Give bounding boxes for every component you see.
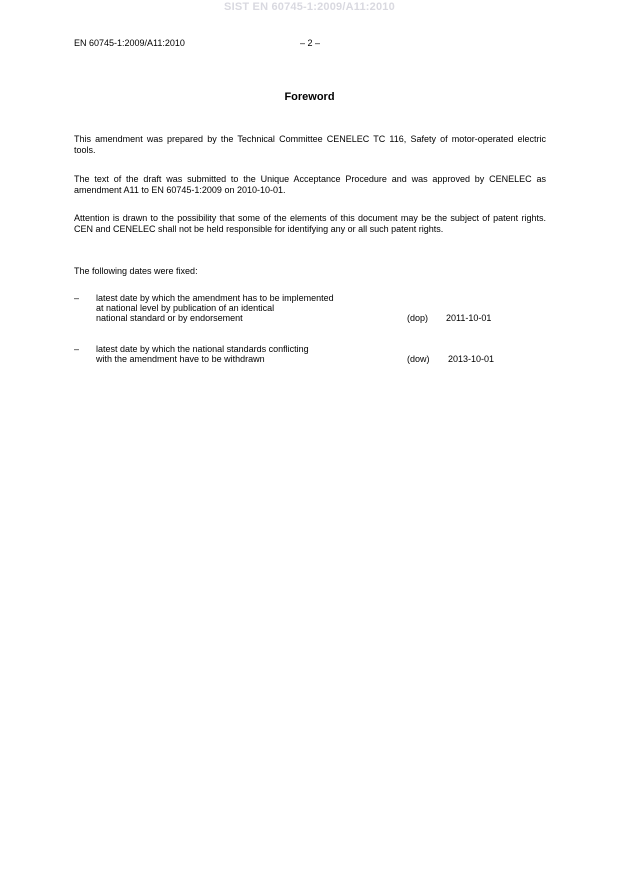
date-item-description — [96, 344, 396, 364]
watermark: SIST EN 60745-1:2009/A11:2010 — [224, 1, 395, 13]
date-abbreviation: (dow) — [407, 354, 430, 364]
paragraph-prepared-by: This amendment was prepared by the Technical Committee CENELEC TC 116, Safety of motor-operated electric tools. — [74, 134, 546, 155]
list-dash: – — [74, 344, 80, 354]
header-document-id: EN 60745-1:2009/A11:2010 — [74, 38, 185, 48]
description-line: latest date by which the amendment has to be implemented — [96, 293, 334, 303]
paragraph-patent-rights: Attention is drawn to the possibility that some of the elements of this document may be the subject of patent rights. CEN and CENELEC shall not be held responsible for identifying any or all such patent rights. — [74, 213, 546, 234]
date-value: 2011-10-01 — [446, 313, 492, 323]
description-line: national standard or by endorsement — [96, 313, 243, 323]
description-line: latest date by which the national standards conflicting — [96, 344, 309, 354]
paragraph-approval: The text of the draft was submitted to the Unique Acceptance Procedure and was approved by CENELEC as amendment A11 to EN 60745-1:2009 on 2010-10-01. — [74, 174, 546, 195]
list-dash: – — [74, 293, 80, 303]
description-line: with the amendment have to be withdrawn — [96, 354, 265, 364]
paragraph-dates-intro: The following dates were fixed: — [74, 266, 198, 276]
description-line: at national level by publication of an identical — [96, 303, 275, 313]
page-title: Foreword — [284, 91, 335, 103]
date-item-description — [96, 293, 396, 323]
date-value: 2013-10-01 — [448, 354, 495, 364]
date-abbreviation: (dop) — [407, 313, 429, 323]
header-page-number: – 2 – — [299, 38, 321, 48]
